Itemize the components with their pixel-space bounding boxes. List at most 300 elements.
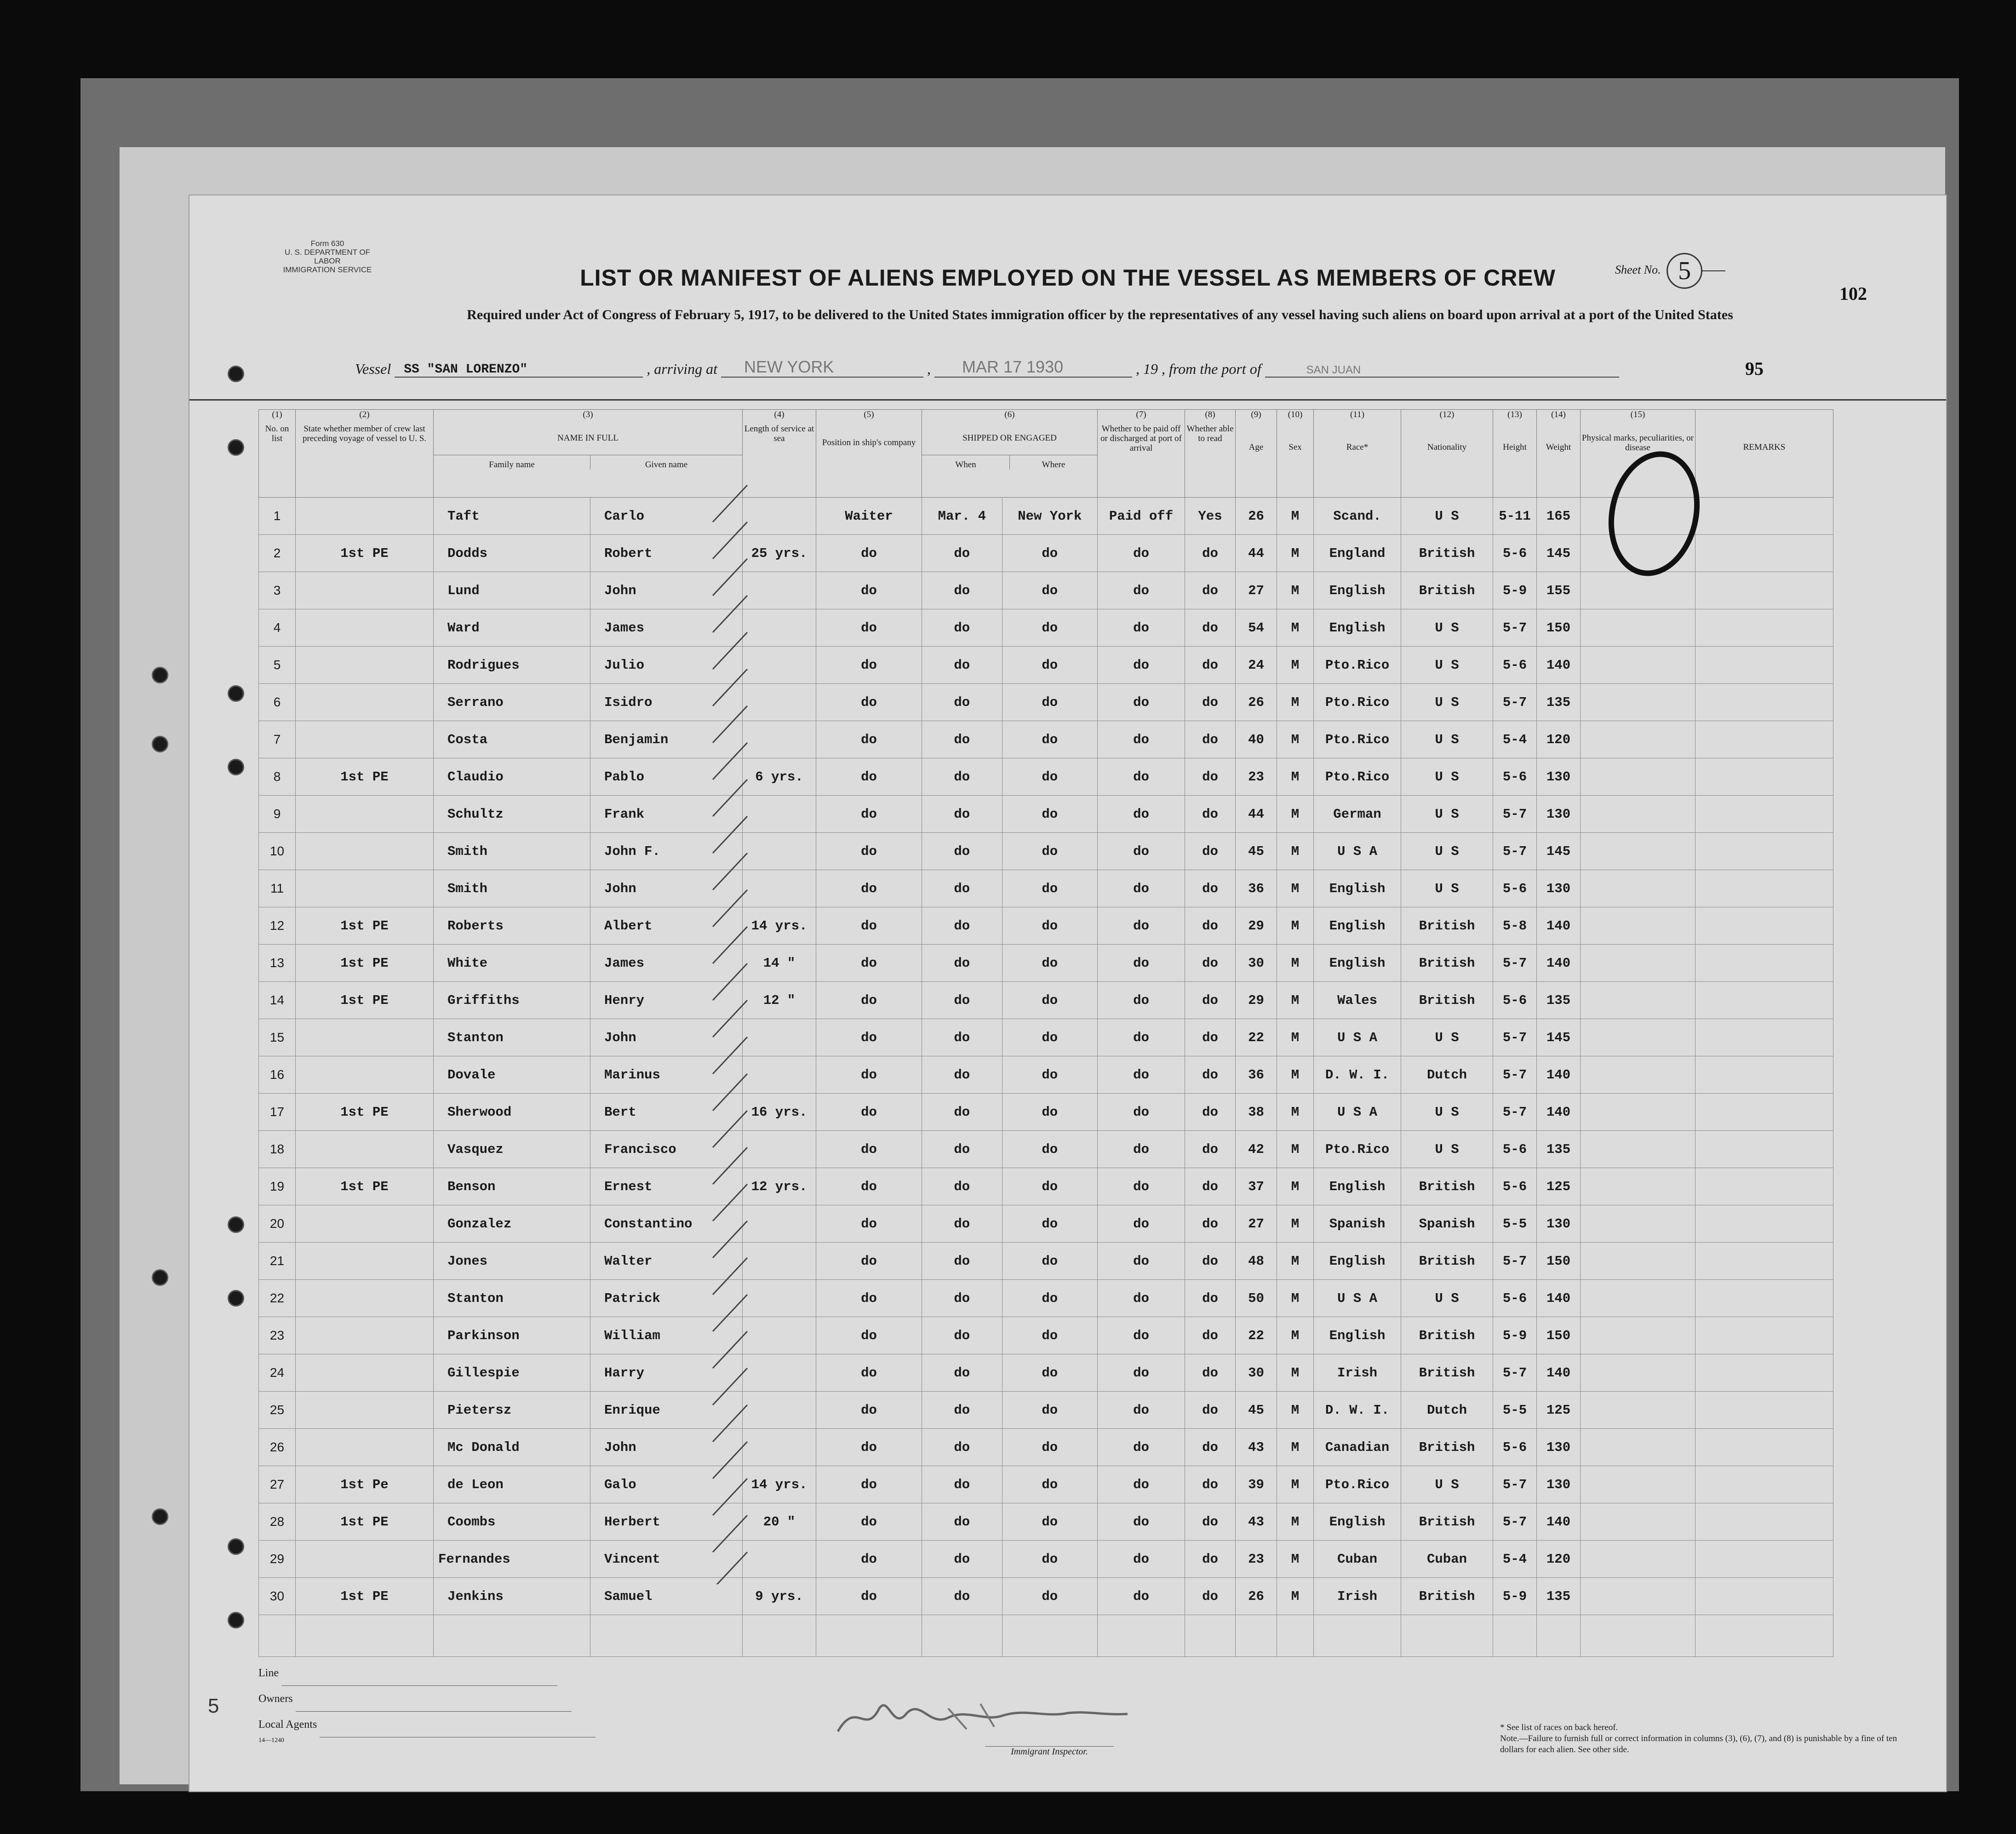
race: English	[1314, 1317, 1401, 1354]
able-to-read: do	[1185, 1094, 1236, 1131]
table-row	[259, 1056, 1833, 1094]
tick-mark	[713, 743, 747, 779]
age: 42	[1236, 1131, 1277, 1168]
previous-voyage: 1st PE	[296, 1094, 434, 1131]
table-row	[259, 1168, 1833, 1205]
tick-mark	[713, 1147, 747, 1184]
position: do	[816, 1168, 922, 1205]
physical-marks	[1581, 1056, 1695, 1094]
given-name: Henry	[590, 982, 743, 1019]
position: do	[816, 647, 922, 684]
age: 26	[1236, 498, 1277, 535]
nationality: U S	[1401, 1131, 1493, 1168]
sex: M	[1277, 1392, 1314, 1429]
height: 5-6	[1493, 870, 1537, 907]
shipped-when: do	[922, 1578, 1002, 1615]
shipped-where: do	[1002, 870, 1097, 907]
col-able-to-read: Whether able to read	[1186, 424, 1234, 443]
previous-voyage	[296, 1019, 434, 1056]
given-name: Walter	[590, 1243, 743, 1280]
family-name: Griffiths	[434, 982, 590, 1019]
row-number: 10	[259, 833, 296, 870]
shipped-where: do	[1002, 572, 1097, 609]
height: 5-4	[1493, 721, 1537, 758]
shipped-where: do	[1002, 945, 1097, 982]
sex: M	[1277, 1354, 1314, 1392]
shipped-when: do	[922, 758, 1002, 796]
weight: 130	[1537, 796, 1581, 833]
position: do	[816, 1280, 922, 1317]
nationality: U S	[1401, 1094, 1493, 1131]
physical-marks	[1581, 796, 1695, 833]
tick-mark	[713, 1515, 747, 1552]
row-number: 20	[259, 1205, 296, 1243]
table-row	[259, 535, 1833, 572]
weight: 150	[1537, 1317, 1581, 1354]
shipped-when: do	[922, 1317, 1002, 1354]
age: 23	[1236, 758, 1277, 796]
nationality: U S	[1401, 833, 1493, 870]
sex: M	[1277, 1541, 1314, 1578]
able-to-read: do	[1185, 609, 1236, 647]
shipped-when: do	[922, 684, 1002, 721]
table-row	[259, 609, 1833, 647]
length-of-service: 14 yrs.	[743, 1466, 816, 1503]
race: English	[1314, 1168, 1401, 1205]
race: D. W. I.	[1314, 1392, 1401, 1429]
previous-voyage: 1st PE	[296, 1503, 434, 1541]
shipped-when: do	[922, 1503, 1002, 1541]
inspector-signature	[829, 1690, 1151, 1745]
weight: 135	[1537, 1131, 1581, 1168]
sex: M	[1277, 1280, 1314, 1317]
sex: M	[1277, 1205, 1314, 1243]
shipped-where: do	[1002, 684, 1097, 721]
tick-mark	[713, 1000, 747, 1037]
vessel-name: SS "SAN LORENZO"	[395, 362, 643, 378]
position: do	[816, 945, 922, 982]
age: 30	[1236, 1354, 1277, 1392]
sex: M	[1277, 907, 1314, 945]
position: do	[816, 870, 922, 907]
previous-voyage: 1st Pe	[296, 1466, 434, 1503]
height: 5-11	[1493, 498, 1537, 535]
remarks	[1695, 684, 1833, 721]
race: Cuban	[1314, 1541, 1401, 1578]
age: 22	[1236, 1019, 1277, 1056]
table-row	[259, 1503, 1833, 1541]
age: 37	[1236, 1168, 1277, 1205]
shipped-where: do	[1002, 1541, 1097, 1578]
given-name: William	[590, 1317, 743, 1354]
paid-off: do	[1098, 1466, 1185, 1503]
family-name: Smith	[434, 833, 590, 870]
shipped-where: do	[1002, 1429, 1097, 1466]
table-row	[259, 1429, 1833, 1466]
physical-marks	[1581, 1019, 1695, 1056]
physical-marks	[1581, 945, 1695, 982]
remarks	[1695, 721, 1833, 758]
remarks	[1695, 1317, 1833, 1354]
paid-off: do	[1098, 1168, 1185, 1205]
col-remarks: REMARKS	[1743, 442, 1786, 452]
inspector-caption: Immigrant Inspector.	[985, 1746, 1114, 1757]
position: do	[816, 1056, 922, 1094]
weight: 145	[1537, 833, 1581, 870]
race: English	[1314, 572, 1401, 609]
tick-mark	[713, 669, 747, 706]
family-name: Coombs	[434, 1503, 590, 1541]
row-number: 18	[259, 1131, 296, 1168]
age: 29	[1236, 907, 1277, 945]
paid-off: do	[1098, 721, 1185, 758]
weight: 135	[1537, 982, 1581, 1019]
height: 5-6	[1493, 1429, 1537, 1466]
weight: 140	[1537, 647, 1581, 684]
position: do	[816, 1243, 922, 1280]
height: 5-6	[1493, 982, 1537, 1019]
sex: M	[1277, 1317, 1314, 1354]
table-row	[259, 1019, 1833, 1056]
shipped-when: do	[922, 870, 1002, 907]
shipped-when: do	[922, 647, 1002, 684]
from-port-label: , from the port of	[1161, 361, 1261, 377]
sheet-number-value: 5	[1667, 253, 1702, 289]
previous-voyage: 1st PE	[296, 907, 434, 945]
able-to-read: do	[1185, 1056, 1236, 1094]
tick-mark	[713, 1221, 747, 1258]
paid-off: do	[1098, 684, 1185, 721]
given-name: Vincent	[590, 1541, 743, 1578]
weight: 140	[1537, 945, 1581, 982]
tick-mark	[713, 816, 747, 853]
height: 5-6	[1493, 758, 1537, 796]
able-to-read: do	[1185, 1429, 1236, 1466]
length-of-service: 9 yrs.	[743, 1578, 816, 1615]
paid-off: do	[1098, 945, 1185, 982]
tick-mark	[713, 485, 747, 522]
shipped-where: do	[1002, 1168, 1097, 1205]
shipped-when: do	[922, 1392, 1002, 1429]
previous-voyage	[296, 1392, 434, 1429]
able-to-read: do	[1185, 1354, 1236, 1392]
race: Pto.Rico	[1314, 758, 1401, 796]
binding-hole	[152, 736, 168, 752]
position: do	[816, 833, 922, 870]
family-name: Dovale	[434, 1056, 590, 1094]
previous-voyage	[296, 721, 434, 758]
height: 5-5	[1493, 1205, 1537, 1243]
table-row	[259, 796, 1833, 833]
table-row	[259, 907, 1833, 945]
able-to-read: do	[1185, 796, 1236, 833]
tick-mark	[713, 1405, 747, 1442]
race: Irish	[1314, 1578, 1401, 1615]
paid-off: do	[1098, 907, 1185, 945]
tick-mark	[713, 1442, 747, 1479]
table-row	[259, 1131, 1833, 1168]
race: U S A	[1314, 1019, 1401, 1056]
shipped-where: do	[1002, 1354, 1097, 1392]
position: do	[816, 1392, 922, 1429]
tick-mark	[713, 1331, 747, 1368]
sex: M	[1277, 1019, 1314, 1056]
shipped-where: do	[1002, 1503, 1097, 1541]
age: 22	[1236, 1317, 1277, 1354]
nationality: British	[1401, 1243, 1493, 1280]
physical-marks	[1581, 1168, 1695, 1205]
nationality: U S	[1401, 796, 1493, 833]
race: Scand.	[1314, 498, 1401, 535]
manifest-sheet	[189, 195, 1946, 1791]
age: 30	[1236, 945, 1277, 982]
paid-off: do	[1098, 572, 1185, 609]
family-name: Pietersz	[434, 1392, 590, 1429]
previous-voyage: 1st PE	[296, 1168, 434, 1205]
able-to-read: do	[1185, 1578, 1236, 1615]
previous-voyage	[296, 1243, 434, 1280]
family-name: White	[434, 945, 590, 982]
tick-mark	[713, 1552, 747, 1584]
able-to-read: do	[1185, 982, 1236, 1019]
able-to-read: Yes	[1185, 498, 1236, 535]
able-to-read: do	[1185, 1168, 1236, 1205]
shipped-where: do	[1002, 1466, 1097, 1503]
row-number: 13	[259, 945, 296, 982]
family-name: Jones	[434, 1243, 590, 1280]
shipped-where: do	[1002, 535, 1097, 572]
age: 45	[1236, 1392, 1277, 1429]
nationality: British	[1401, 1503, 1493, 1541]
physical-marks	[1581, 1503, 1695, 1541]
position: do	[816, 907, 922, 945]
shipped-where: do	[1002, 1317, 1097, 1354]
row-number: 17	[259, 1094, 296, 1131]
position: do	[816, 1354, 922, 1392]
given-name: Benjamin	[590, 721, 743, 758]
shipped-when: do	[922, 1466, 1002, 1503]
height: 5-7	[1493, 1094, 1537, 1131]
height: 5-6	[1493, 647, 1537, 684]
sex: M	[1277, 609, 1314, 647]
physical-marks	[1581, 1243, 1695, 1280]
age: 48	[1236, 1243, 1277, 1280]
col-shipped: SHIPPED OR ENGAGED	[962, 433, 1057, 443]
remarks	[1695, 535, 1833, 572]
race: D. W. I.	[1314, 1056, 1401, 1094]
table-row	[259, 572, 1833, 609]
from-port: SAN JUAN	[1265, 364, 1619, 378]
family-name: Claudio	[434, 758, 590, 796]
nationality: British	[1401, 1354, 1493, 1392]
family-name: Dodds	[434, 535, 590, 572]
tick-mark	[713, 1074, 747, 1111]
table-row	[259, 1578, 1833, 1615]
position: do	[816, 609, 922, 647]
tick-mark	[713, 632, 747, 669]
previous-voyage: 1st PE	[296, 758, 434, 796]
position: do	[816, 1094, 922, 1131]
able-to-read: do	[1185, 1205, 1236, 1243]
height: 5-7	[1493, 1466, 1537, 1503]
col-height: Height	[1503, 442, 1527, 452]
col-no: No. on list	[265, 424, 289, 443]
sex: M	[1277, 1168, 1314, 1205]
row-number: 1	[259, 498, 296, 535]
remarks	[1695, 572, 1833, 609]
height: 5-6	[1493, 1280, 1537, 1317]
physical-marks	[1581, 1578, 1695, 1615]
paid-off: do	[1098, 1503, 1185, 1541]
length-of-service: 16 yrs.	[743, 1094, 816, 1131]
remarks	[1695, 1056, 1833, 1094]
able-to-read: do	[1185, 535, 1236, 572]
race: England	[1314, 535, 1401, 572]
sex: M	[1277, 1578, 1314, 1615]
family-name: Gillespie	[434, 1354, 590, 1392]
weight: 130	[1537, 1205, 1581, 1243]
height: 5-6	[1493, 1131, 1537, 1168]
position: do	[816, 1019, 922, 1056]
position: do	[816, 535, 922, 572]
sex: M	[1277, 647, 1314, 684]
col-position: Position in ship's company	[822, 438, 916, 447]
nationality: British	[1401, 1317, 1493, 1354]
height: 5-5	[1493, 1392, 1537, 1429]
family-name: Serrano	[434, 684, 590, 721]
tick-mark	[713, 1368, 747, 1405]
shipped-when: do	[922, 572, 1002, 609]
given-name: Herbert	[590, 1503, 743, 1541]
shipped-when: do	[922, 982, 1002, 1019]
footnote	[1500, 1722, 1914, 1755]
page-title: LIST OR MANIFEST OF ALIENS EMPLOYED ON THE VESSEL AS MEMBERS OF CREW	[580, 265, 1556, 291]
remarks	[1695, 1019, 1833, 1056]
age: 36	[1236, 870, 1277, 907]
previous-voyage	[296, 684, 434, 721]
table-row	[259, 721, 1833, 758]
length-column-ticks	[704, 481, 796, 1584]
weight: 140	[1537, 1094, 1581, 1131]
able-to-read: do	[1185, 1466, 1236, 1503]
weight: 145	[1537, 1019, 1581, 1056]
able-to-read: do	[1185, 1392, 1236, 1429]
given-name: Frank	[590, 796, 743, 833]
physical-marks	[1581, 1131, 1695, 1168]
sex: M	[1277, 982, 1314, 1019]
remarks	[1695, 1466, 1833, 1503]
shipped-when: do	[922, 609, 1002, 647]
physical-marks	[1581, 758, 1695, 796]
binding-hole	[228, 759, 244, 775]
row-number: 30	[259, 1578, 296, 1615]
family-name: Ward	[434, 609, 590, 647]
shipped-when: Mar. 4	[922, 498, 1002, 535]
sex: M	[1277, 1243, 1314, 1280]
able-to-read: do	[1185, 945, 1236, 982]
shipped-where: do	[1002, 1019, 1097, 1056]
shipped-where: do	[1002, 1392, 1097, 1429]
table-row	[259, 1317, 1833, 1354]
binding-hole	[228, 685, 244, 702]
table-row	[259, 1392, 1833, 1429]
paid-off: do	[1098, 1056, 1185, 1094]
race: U S A	[1314, 1094, 1401, 1131]
height: 5-7	[1493, 684, 1537, 721]
row-number: 16	[259, 1056, 296, 1094]
able-to-read: do	[1185, 1503, 1236, 1541]
footer-owners	[258, 1660, 596, 1744]
nationality: Dutch	[1401, 1056, 1493, 1094]
weight: 140	[1537, 1280, 1581, 1317]
race: English	[1314, 870, 1401, 907]
family-name: Stanton	[434, 1280, 590, 1317]
row-number: 8	[259, 758, 296, 796]
previous-voyage	[296, 609, 434, 647]
age: 45	[1236, 833, 1277, 870]
shipped-when: do	[922, 1541, 1002, 1578]
tick-mark	[713, 559, 747, 596]
arriving-label: , arriving at	[647, 361, 717, 377]
age: 27	[1236, 572, 1277, 609]
row-number: 26	[259, 1429, 296, 1466]
nationality: U S	[1401, 870, 1493, 907]
race: English	[1314, 609, 1401, 647]
weight: 135	[1537, 684, 1581, 721]
binding-hole	[228, 439, 244, 456]
able-to-read: do	[1185, 758, 1236, 796]
paid-off: do	[1098, 758, 1185, 796]
given-name: Bert	[590, 1094, 743, 1131]
given-name: Pablo	[590, 758, 743, 796]
paid-off: do	[1098, 1280, 1185, 1317]
race: English	[1314, 1503, 1401, 1541]
family-name: Fernandes	[434, 1541, 590, 1578]
row-number: 23	[259, 1317, 296, 1354]
sex: M	[1277, 870, 1314, 907]
previous-voyage: 1st PE	[296, 945, 434, 982]
race: English	[1314, 1243, 1401, 1280]
sex: M	[1277, 498, 1314, 535]
physical-marks	[1581, 1354, 1695, 1392]
paid-off: do	[1098, 870, 1185, 907]
col-age: Age	[1249, 442, 1264, 452]
shipped-where: New York	[1002, 498, 1097, 535]
remarks	[1695, 1205, 1833, 1243]
tick-mark	[713, 779, 747, 816]
family-name: Gonzalez	[434, 1205, 590, 1243]
weight: 155	[1537, 572, 1581, 609]
previous-voyage	[296, 1354, 434, 1392]
height: 5-7	[1493, 1503, 1537, 1541]
nationality: British	[1401, 907, 1493, 945]
height: 5-7	[1493, 1019, 1537, 1056]
paid-off: do	[1098, 1205, 1185, 1243]
binding-hole	[152, 1269, 168, 1286]
paid-off: do	[1098, 609, 1185, 647]
row-number: 21	[259, 1243, 296, 1280]
race: Irish	[1314, 1354, 1401, 1392]
position: do	[816, 758, 922, 796]
nationality: U S	[1401, 721, 1493, 758]
table-row	[259, 1243, 1833, 1280]
row-number: 25	[259, 1392, 296, 1429]
age: 38	[1236, 1094, 1277, 1131]
remarks	[1695, 1354, 1833, 1392]
department-name: U. S. DEPARTMENT OF LABOR	[284, 248, 371, 265]
shipped-where: do	[1002, 1056, 1097, 1094]
previous-voyage	[296, 870, 434, 907]
